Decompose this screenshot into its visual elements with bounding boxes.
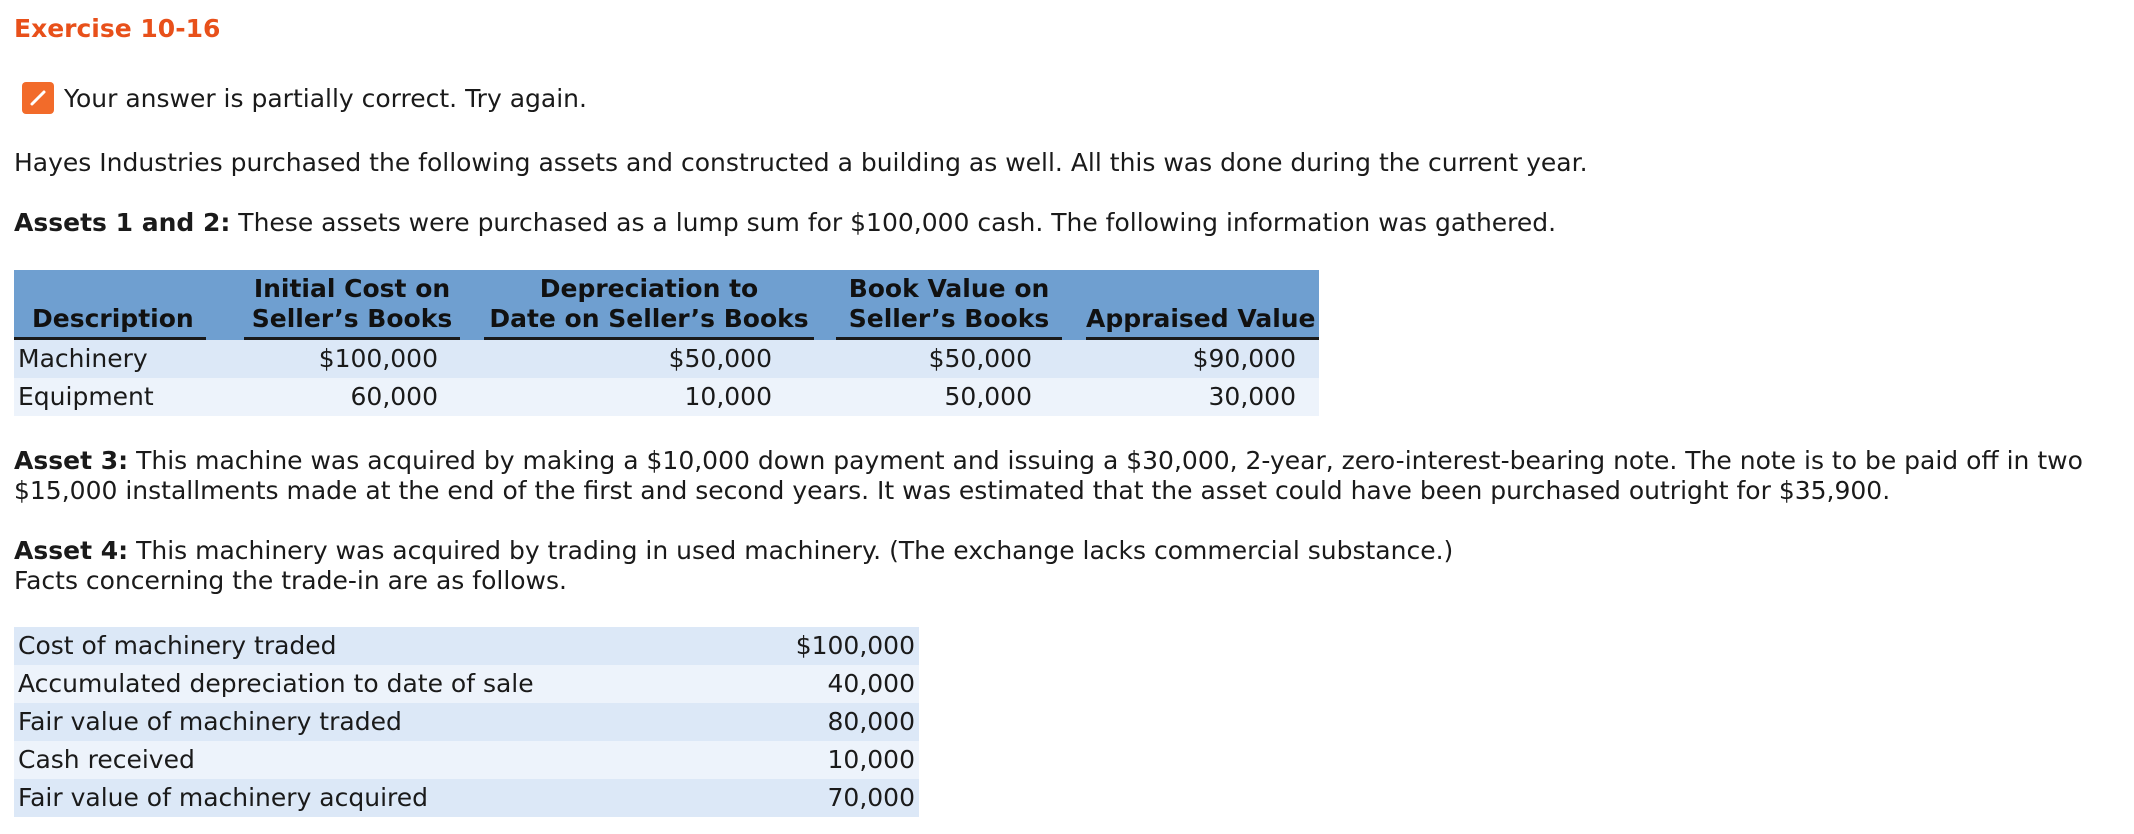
exercise-title: Exercise 10-16 xyxy=(14,14,221,43)
trade-in-value: 10,000 xyxy=(827,745,915,774)
header-book-value xyxy=(836,274,1062,334)
header-description: Description xyxy=(32,304,194,333)
header-initial-cost-line1: Initial Cost on xyxy=(253,274,451,303)
cell-appraised: $90,000 xyxy=(1192,344,1296,373)
trade-in-label: Fair value of machinery traded xyxy=(18,707,402,736)
assets12-paragraph xyxy=(14,208,1556,238)
cell-book-value: $50,000 xyxy=(928,344,1032,373)
trade-in-label: Cost of machinery traded xyxy=(18,631,337,660)
assets-table xyxy=(14,270,1319,415)
cell-book-value: 50,000 xyxy=(944,382,1032,411)
trade-in-label: Cash received xyxy=(18,745,195,774)
table-row xyxy=(14,378,1319,416)
header-book-value-line2: Seller’s Books xyxy=(848,304,1050,333)
table-row xyxy=(14,340,1319,378)
table-row xyxy=(14,779,919,817)
cell-description: Machinery xyxy=(18,344,148,373)
asset4-paragraph xyxy=(14,536,1453,596)
asset3-line1: This machine was acquired by making a $10,000 down payment and issuing a $30,000, 2-year, zero-interest-bearing note. The note is to be paid off in two xyxy=(128,446,2083,475)
trade-in-value: 40,000 xyxy=(827,669,915,698)
pencil-icon-glyph xyxy=(27,87,49,109)
cell-depreciation: 10,000 xyxy=(684,382,772,411)
trade-in-value: 80,000 xyxy=(827,707,915,736)
asset3-paragraph xyxy=(14,446,2083,506)
cell-initial-cost: $100,000 xyxy=(318,344,438,373)
asset4-line1: This machinery was acquired by trading in used machinery. (The exchange lacks commercial substance.) xyxy=(128,536,1454,565)
intro-text: Hayes Industries purchased the following assets and constructed a building as well. All this was done during the current year. xyxy=(14,148,1588,177)
header-depreciation-line2: Date on Seller’s Books xyxy=(489,304,809,333)
cell-appraised: 30,000 xyxy=(1208,382,1296,411)
cell-initial-cost: 60,000 xyxy=(350,382,438,411)
asset4-label: Asset 4: xyxy=(14,536,129,565)
trade-in-label: Fair value of machinery acquired xyxy=(18,783,429,812)
trade-in-label: Accumulated depreciation to date of sale xyxy=(18,669,534,698)
header-depreciation xyxy=(484,274,814,334)
header-appraised: Appraised Value xyxy=(1086,304,1316,333)
trade-in-value: 70,000 xyxy=(827,783,915,812)
assets12-label: Assets 1 and 2: xyxy=(14,208,231,237)
cell-depreciation: $50,000 xyxy=(668,344,772,373)
table-row xyxy=(14,741,919,779)
assets12-text: These assets were purchased as a lump sum for $100,000 cash. The following information was gathered. xyxy=(230,208,1557,237)
status-message: Your answer is partially correct. Try again. xyxy=(64,83,587,113)
pencil-icon[interactable] xyxy=(22,82,54,114)
cell-description: Equipment xyxy=(18,382,154,411)
asset4-line2: Facts concerning the trade-in are as follows. xyxy=(14,566,567,595)
answer-status xyxy=(22,80,587,116)
table-row xyxy=(14,703,919,741)
table-row xyxy=(14,627,919,665)
asset3-line2: $15,000 installments made at the end of the first and second years. It was estimated that the asset could have been purchased outright for $35,900. xyxy=(14,476,1891,505)
header-initial-cost-line2: Seller’s Books xyxy=(251,304,453,333)
header-book-value-line1: Book Value on xyxy=(848,274,1050,303)
asset3-label: Asset 3: xyxy=(14,446,129,475)
trade-in-value: $100,000 xyxy=(795,631,915,660)
table-row xyxy=(14,665,919,703)
header-depreciation-line1: Depreciation to xyxy=(539,274,759,303)
header-initial-cost xyxy=(244,274,460,334)
